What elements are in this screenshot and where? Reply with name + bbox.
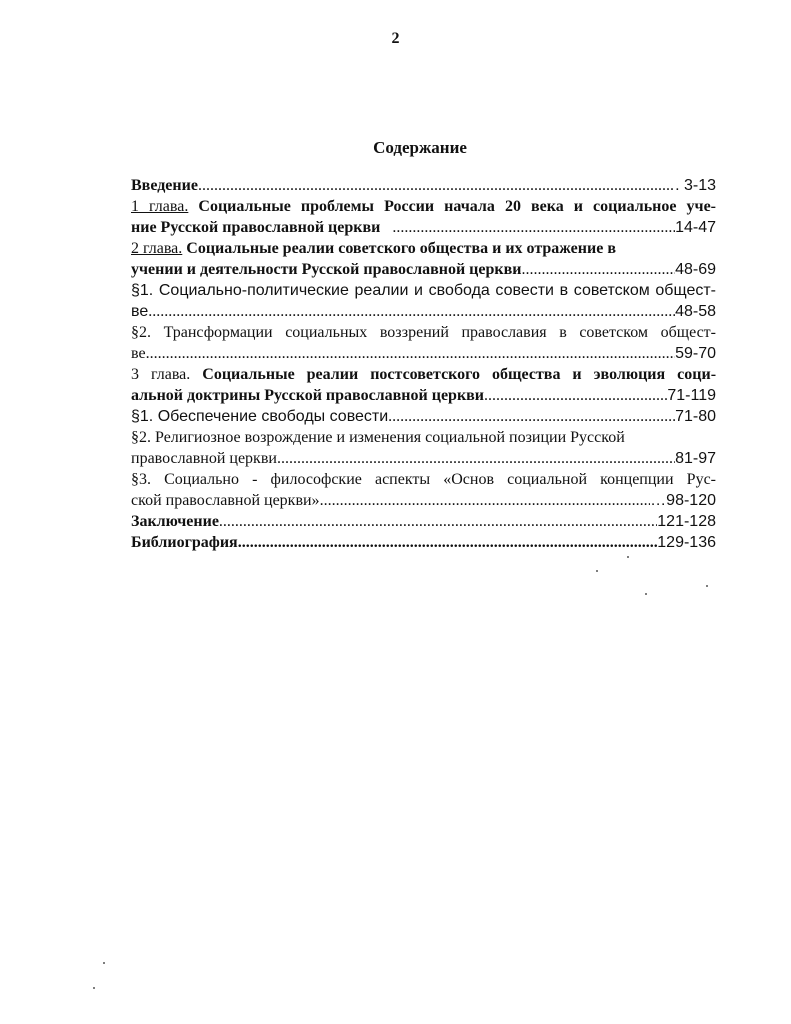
- toc-entry-ch2-s1-line1: [131, 280, 716, 301]
- toc-ch3-title-a: Социальные реалии постсоветского общества и эволюция соци-: [202, 366, 716, 383]
- toc-ch3-pages: 71-119: [667, 387, 716, 404]
- toc-intro-label: Введение: [131, 177, 198, 194]
- scan-speck: [706, 585, 708, 587]
- page-title: Содержание: [373, 138, 467, 157]
- dot-leader: [277, 448, 675, 469]
- toc-ch3-s3-text-a: §3. Социально - философские аспекты «Основ социальной концепции Рус-: [131, 471, 716, 488]
- toc-entry-ch2-s2-line1: [131, 322, 716, 343]
- dot-leader: [484, 385, 667, 406]
- table-of-contents: [131, 175, 716, 553]
- toc-entry-ch3-line2: [131, 385, 716, 406]
- toc-ch3-s2-text-a: §2. Религиозное возрождение и изменения социальной позиции Русской: [131, 429, 625, 446]
- toc-entry-ch1-line1: [131, 196, 716, 217]
- toc-entry-conclusion: [131, 511, 716, 532]
- toc-ch2-s1-pages: 48-58: [675, 303, 716, 320]
- toc-entry-ch3-s2-line1: [131, 427, 716, 448]
- scan-speck: [627, 556, 629, 558]
- dot-leader: [148, 301, 675, 322]
- toc-conclusion-label: Заключение: [131, 513, 219, 530]
- toc-ch3-title-b: альной доктрины Русской православной церкви: [131, 387, 485, 404]
- toc-ch2-pages: 48-69: [675, 261, 716, 278]
- toc-entry-ch3-s1: [131, 406, 716, 427]
- toc-ch2-s2-pages: 59-70: [675, 345, 716, 362]
- toc-ch2-prefix: 2 глава.: [131, 240, 183, 257]
- toc-bibliography-label: Библиография: [131, 534, 238, 551]
- toc-ch3-s2-text-b: православной церкви: [131, 450, 277, 467]
- toc-ch2-title-a: Социальные реалии советского общества и их отражение в: [186, 240, 616, 257]
- toc-ch2-s2-text-a: §2. Трансформации социальных воззрений православия в советском общест-: [131, 324, 716, 341]
- toc-ch3-s2-pages: 81-97: [675, 450, 716, 467]
- toc-entry-ch3-s3-line2: [131, 490, 716, 511]
- toc-ch2-s1-text-b: ве: [131, 303, 149, 320]
- toc-bibliography-pages: 129-136: [657, 534, 716, 551]
- dot-leader: [392, 217, 675, 238]
- dot-leader: [320, 490, 651, 511]
- toc-entry-bibliography: [131, 532, 716, 553]
- dot-leader: [388, 406, 675, 427]
- toc-ch2-s2-text-b: ве: [131, 345, 146, 362]
- dot-leader: [521, 259, 675, 280]
- toc-conclusion-pages: 121-128: [657, 513, 716, 530]
- toc-ch1-prefix: 1 глава.: [131, 198, 189, 215]
- toc-entry-ch2-line1: [131, 238, 716, 259]
- toc-entry-ch1-line2: [131, 217, 716, 238]
- dot-leader: [198, 175, 675, 196]
- toc-entry-ch2-s2-line2: [131, 343, 716, 364]
- toc-ch3-s3-pages: …98-120: [650, 492, 716, 509]
- toc-ch2-title-b: учении и деятельности Русской православной церкви: [131, 261, 522, 278]
- toc-entry-ch3-s2-line2: [131, 448, 716, 469]
- dot-leader: [146, 343, 676, 364]
- toc-ch2-s1-text-a: §1. Социально-политические реалии и свобода совести в советском общест-: [131, 282, 716, 299]
- page-number: 2: [391, 30, 400, 47]
- toc-ch1-title-a: Социальные проблемы России начала 20 века и социальное уче-: [198, 198, 716, 215]
- toc-entry-ch2-s1-line2: [131, 301, 716, 322]
- toc-entry-intro: [131, 175, 716, 196]
- toc-ch1-title-b: ние Русской православной церкви: [131, 219, 381, 236]
- toc-entry-ch3-line1: [131, 364, 716, 385]
- dot-leader: [238, 532, 658, 553]
- toc-ch3-s1-pages: 71-80: [675, 408, 716, 425]
- toc-ch3-s1-text: §1. Обеспечение свободы совести: [131, 408, 389, 425]
- toc-ch3-s3-text-b: ской православной церкви»: [131, 492, 320, 509]
- toc-intro-pages: . 3-13: [675, 177, 716, 194]
- scan-speck: [596, 570, 598, 572]
- scan-speck: [93, 987, 95, 989]
- toc-ch1-pages: 14-47: [675, 219, 716, 236]
- scan-speck: [103, 962, 105, 964]
- scan-speck: [645, 593, 647, 595]
- dot-leader: [219, 511, 657, 532]
- toc-entry-ch3-s3-line1: [131, 469, 716, 490]
- toc-entry-ch2-line2: [131, 259, 716, 280]
- toc-ch3-prefix: 3 глава.: [131, 366, 191, 383]
